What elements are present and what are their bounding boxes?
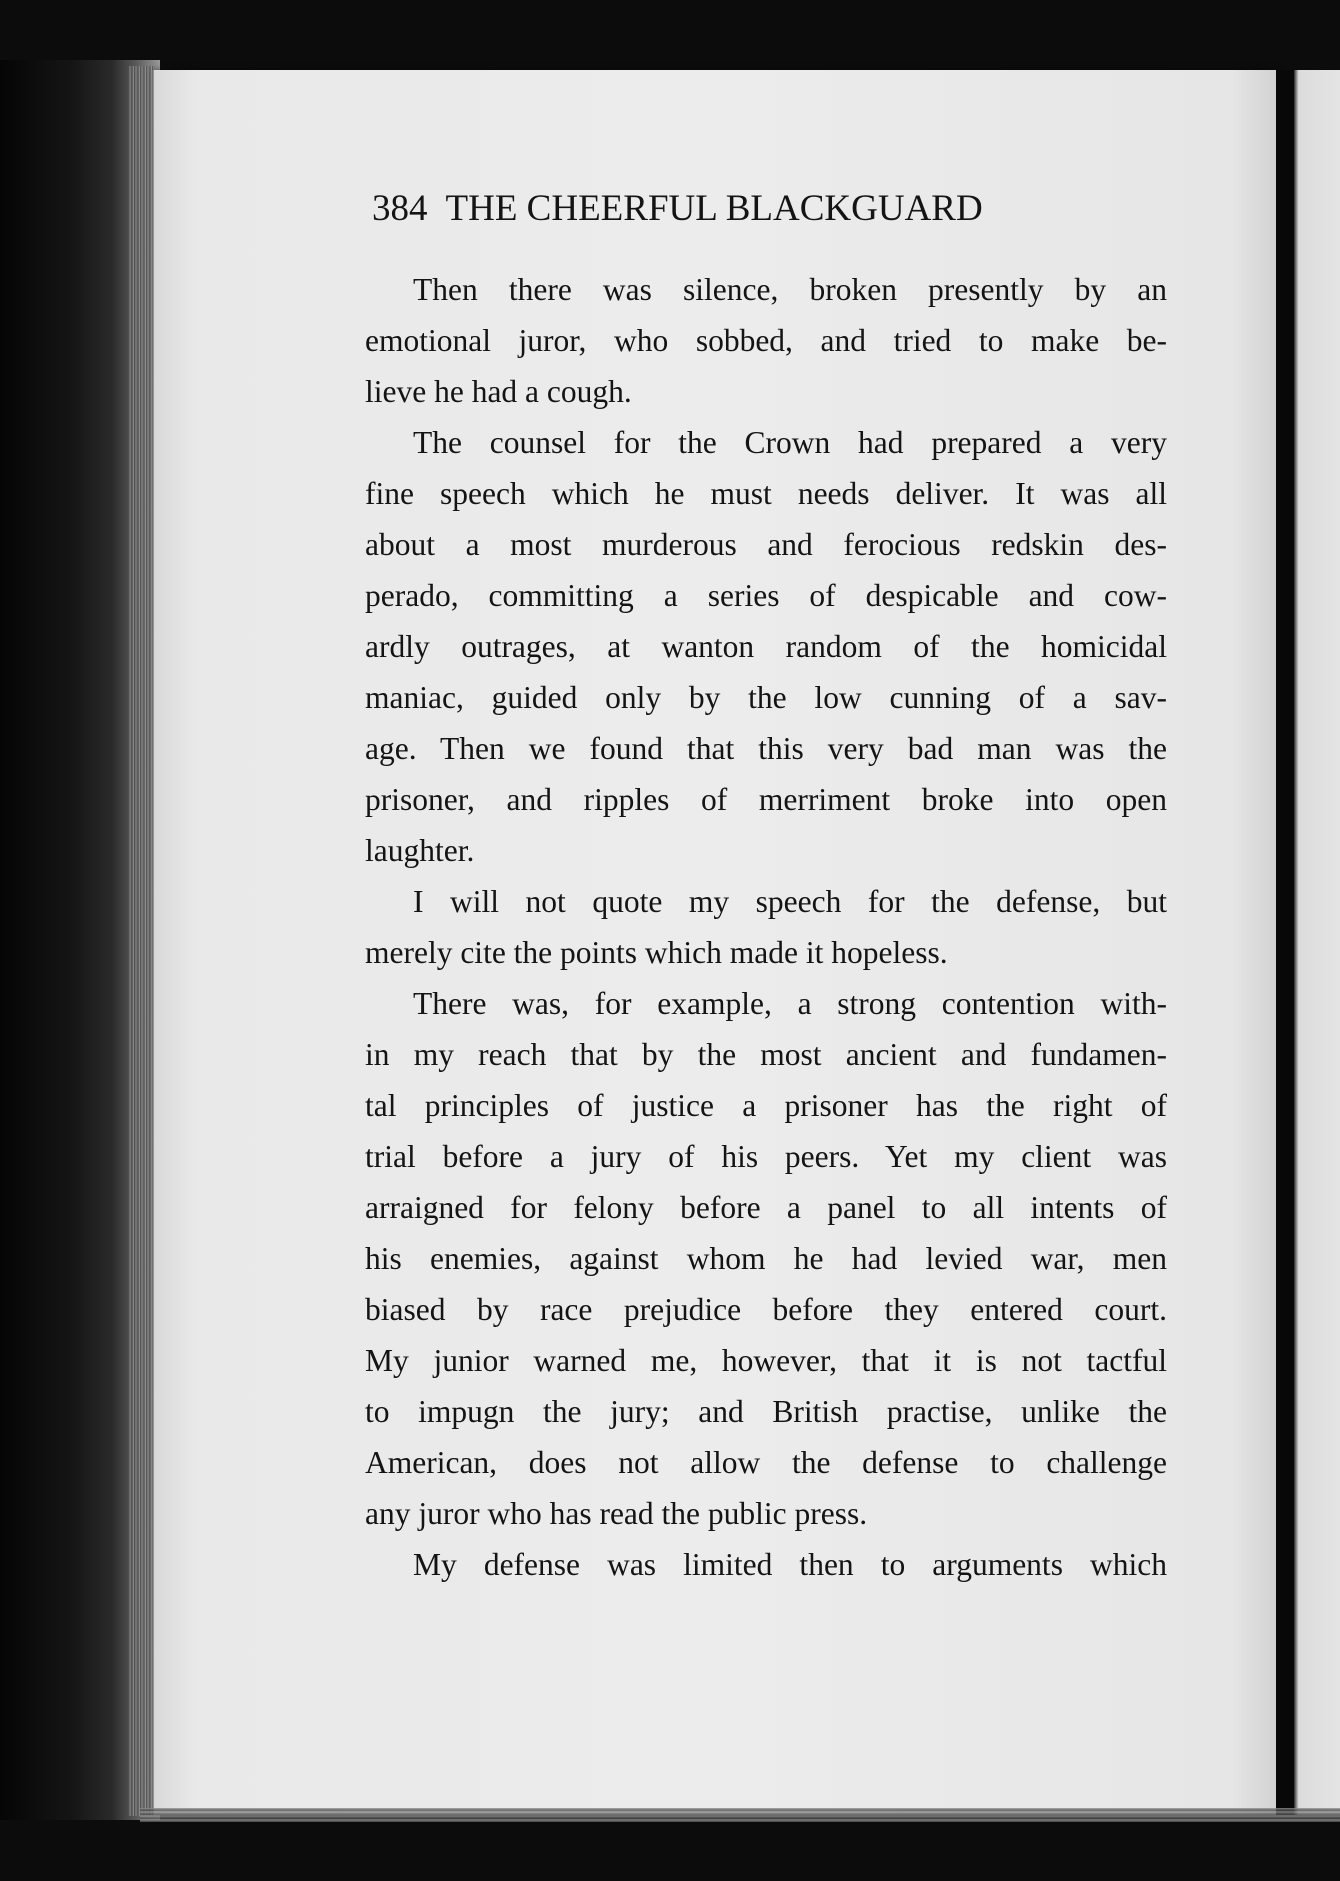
bottom-page-edges [140, 1808, 1340, 1822]
running-header [372, 184, 1172, 234]
text-line: prisoner, and ripples of merriment broke into open [365, 782, 1167, 817]
text-line: American, does not allow the defense to challenge [365, 1445, 1167, 1480]
text-line: arraigned for felony before a panel to all intents of [365, 1190, 1167, 1225]
text-line: My defense was limited then to arguments which [413, 1547, 1167, 1582]
text-line: lieve he had a cough. [365, 374, 632, 409]
text-line: age. Then we found that this very bad man was the [365, 731, 1167, 766]
text-line: laughter. [365, 833, 475, 868]
body-text [365, 264, 1167, 1590]
running-title: THE CHEERFUL BLACKGUARD [445, 188, 983, 229]
text-line: fine speech which he must needs deliver. It was all [365, 476, 1167, 511]
text-line: biased by race prejudice before they entered court. [365, 1292, 1167, 1327]
text-line: trial before a jury of his peers. Yet my client was [365, 1139, 1167, 1174]
text-line: merely cite the points which made it hopeless. [365, 935, 948, 970]
text-line: ardly outrages, at wanton random of the homicidal [365, 629, 1167, 664]
text-line: maniac, guided only by the low cunning of a sav- [365, 680, 1167, 715]
text-line: Then there was silence, broken presently by an [413, 272, 1167, 307]
page-edges [128, 66, 154, 1816]
text-line: any juror who has read the public press. [365, 1496, 868, 1531]
text-line: to impugn the jury; and British practise, unlike the [365, 1394, 1167, 1429]
text-line: perado, committing a series of despicable and cow- [365, 578, 1167, 613]
facing-page-edge [1294, 70, 1340, 1815]
text-line: There was, for example, a strong contention with- [413, 986, 1167, 1021]
text-line: about a most murderous and ferocious redskin des- [365, 527, 1167, 562]
text-line: his enemies, against whom he had levied war, men [365, 1241, 1167, 1276]
page-number: 384 [372, 188, 428, 229]
right-gutter [1276, 70, 1294, 1815]
text-line: emotional juror, who sobbed, and tried to make be- [365, 323, 1167, 358]
text-line: in my reach that by the most ancient and fundamen- [365, 1037, 1167, 1072]
text-line: tal principles of justice a prisoner has the right of [365, 1088, 1167, 1123]
text-line: My junior warned me, however, that it is not tactful [365, 1343, 1167, 1378]
text-line: I will not quote my speech for the defense, but [413, 884, 1167, 919]
text-line: The counsel for the Crown had prepared a very [413, 425, 1167, 460]
